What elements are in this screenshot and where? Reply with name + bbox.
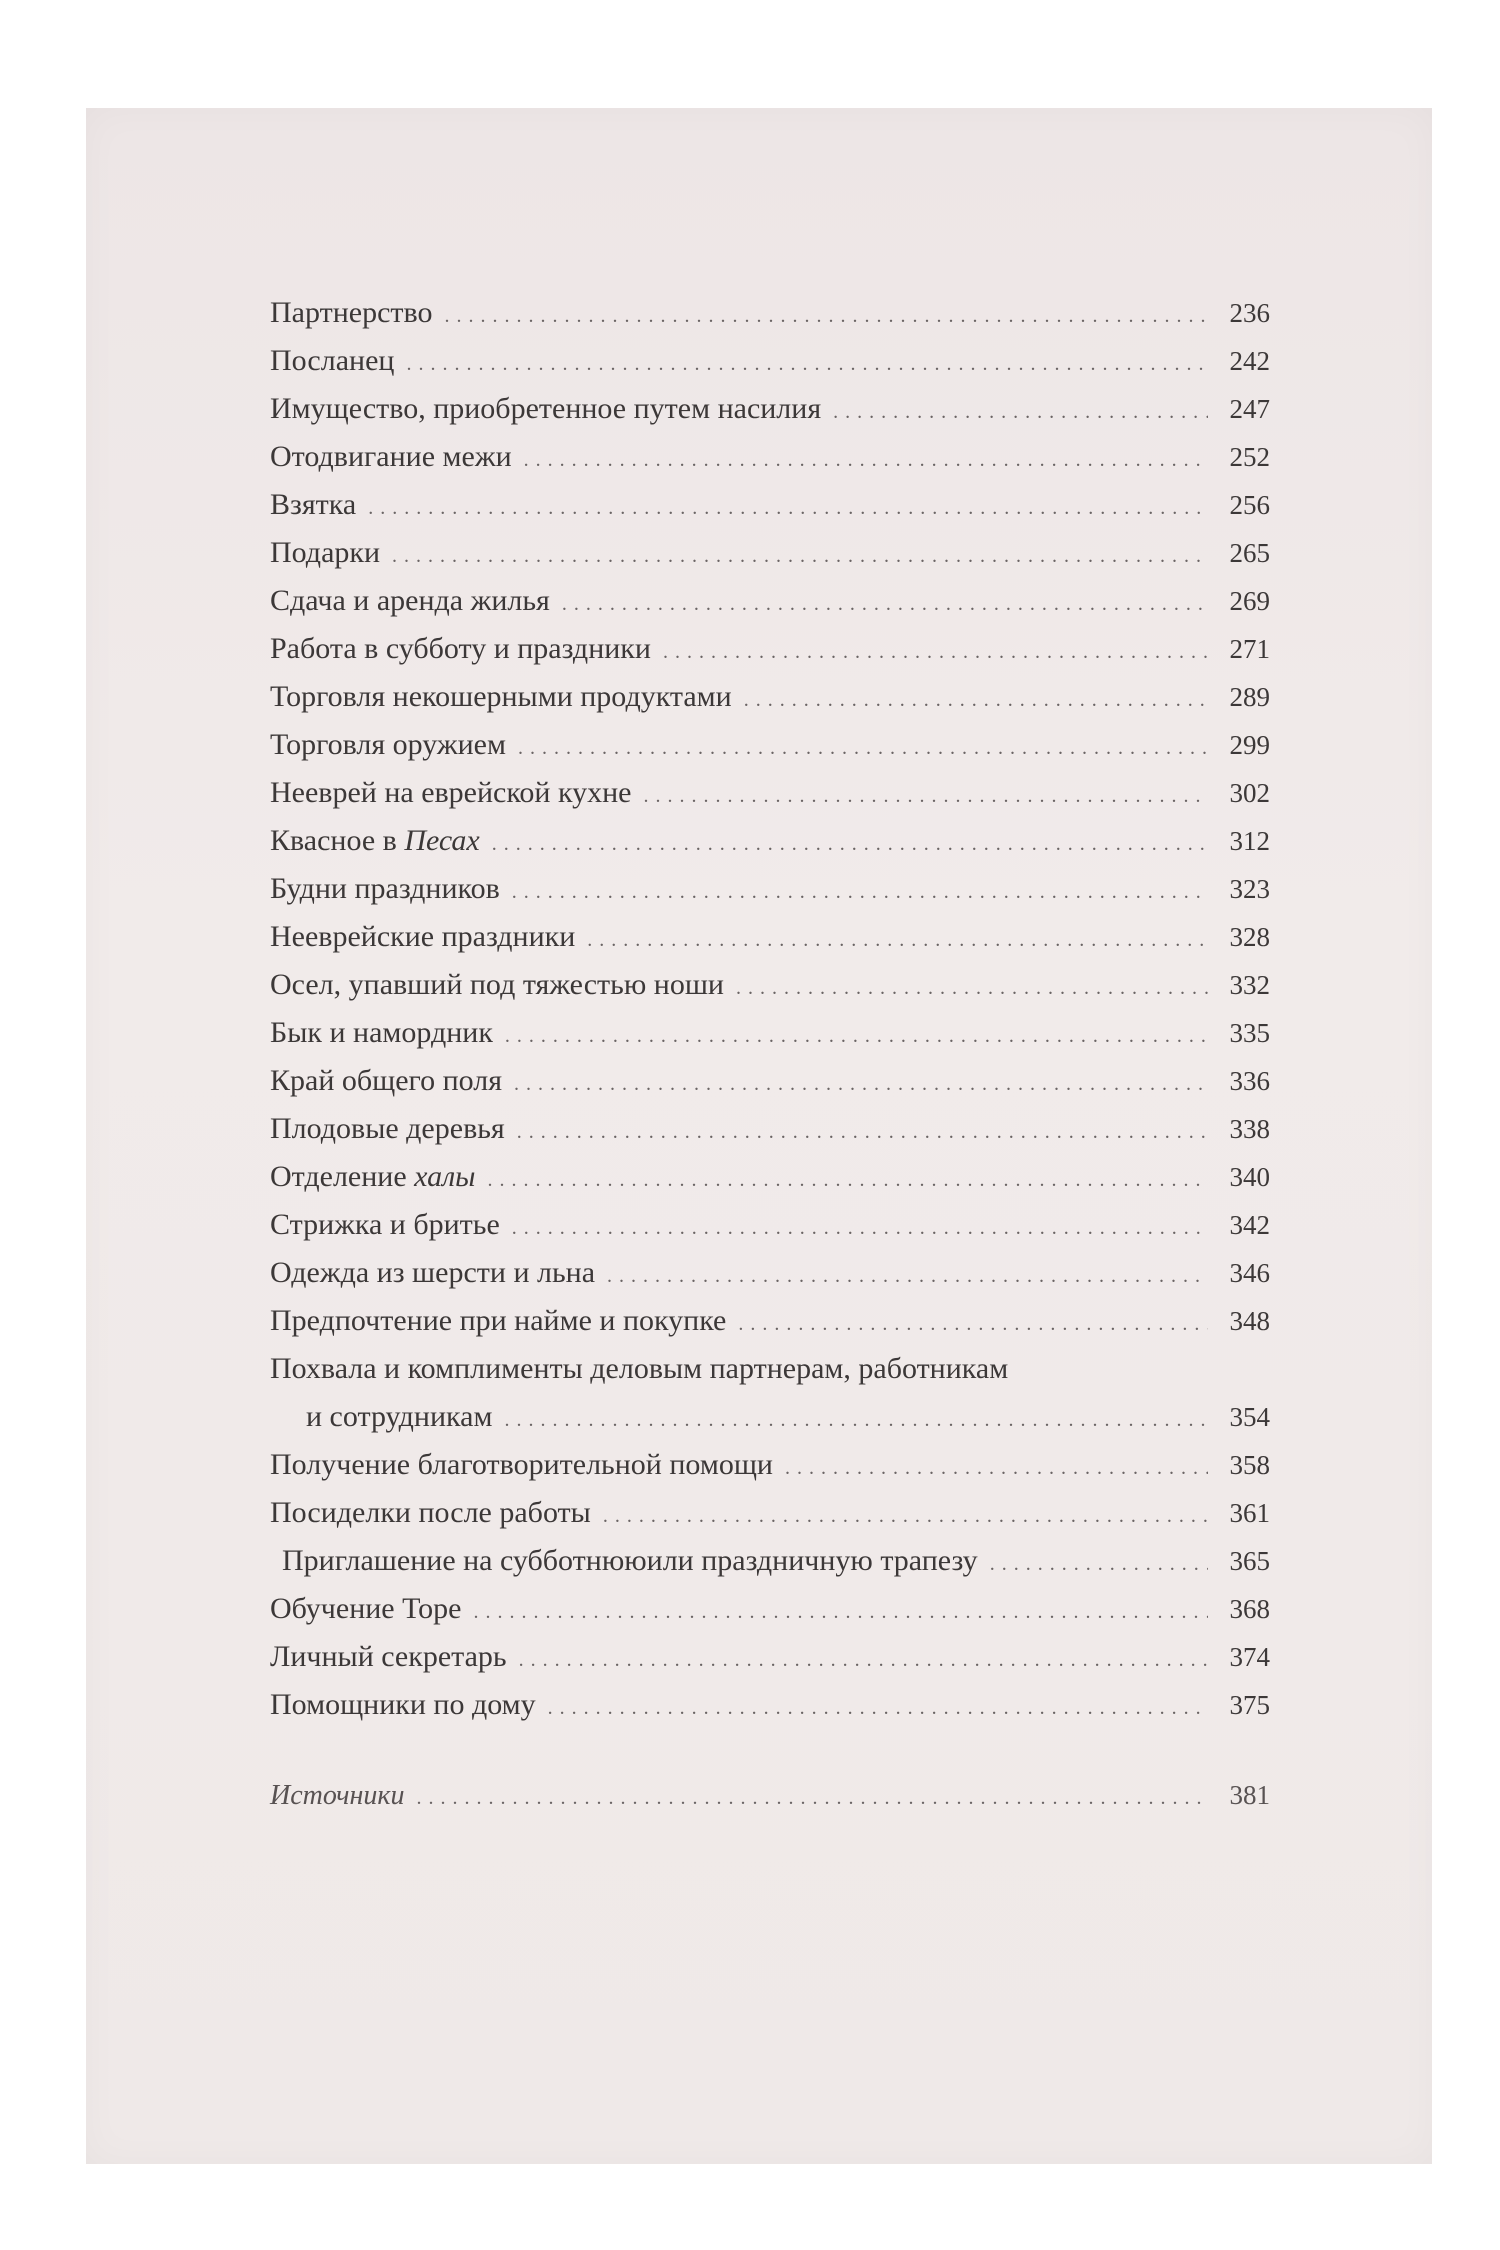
dot-leader [417, 1787, 1209, 1810]
toc-entry-page: 269 [1229, 586, 1270, 616]
toc-entry [270, 824, 1270, 858]
toc-entry [270, 1640, 1270, 1674]
toc-entry [270, 1208, 1270, 1242]
dot-leader [663, 641, 1208, 664]
dot-leader [524, 449, 1208, 472]
toc-entry-page: 236 [1229, 298, 1270, 328]
dot-leader [504, 1409, 1208, 1432]
dot-leader [444, 305, 1208, 328]
toc-entry [270, 1016, 1270, 1050]
toc-entry-title: и сотрудникам [306, 1400, 493, 1433]
toc-entry-title: Посланец [270, 344, 395, 377]
toc-entry-title-text: Квасное в [270, 824, 397, 857]
toc-entry-page: 265 [1229, 538, 1270, 568]
toc-entry-page: 338 [1229, 1114, 1270, 1144]
dot-leader [517, 1121, 1208, 1144]
toc-entry-title: Нееврей на еврейской кухне [270, 776, 632, 809]
toc-entry [270, 1592, 1270, 1626]
toc-entry-page: 312 [1229, 826, 1270, 856]
toc-entry-title: Будни праздников [270, 872, 500, 905]
toc-entry-title: Нееврейские праздники [270, 920, 576, 953]
toc-entry [270, 728, 1270, 762]
toc-entry [270, 440, 1270, 474]
toc-entry-title: Посиделки после работы [270, 1496, 591, 1529]
toc-entry-title: Бык и намордник [270, 1016, 493, 1049]
toc-entry [270, 776, 1270, 810]
toc-entry-page: 252 [1229, 442, 1270, 472]
toc-entry-page: 332 [1229, 970, 1270, 1000]
toc-entry-page: 289 [1229, 682, 1270, 712]
toc-entry-title: Работа в субботу и праздники [270, 632, 651, 665]
toc-entry-page: 336 [1229, 1066, 1270, 1096]
toc-entry-page: 328 [1229, 922, 1270, 952]
toc-entry-page: 368 [1229, 1594, 1270, 1624]
toc-entry-page: 358 [1229, 1450, 1270, 1480]
toc-entry-title: Торговля оружием [270, 728, 506, 761]
toc-entry-title: Личный секретарь [270, 1640, 507, 1673]
toc-entry-title: Имущество, приобретенное путем насилия [270, 392, 822, 425]
toc-entry [282, 1544, 1270, 1578]
toc-entry [270, 872, 1270, 906]
toc-entry-page: 381 [1229, 1780, 1270, 1810]
book-page [86, 108, 1432, 2164]
toc-entry-title: Стрижка и бритье [270, 1208, 500, 1241]
toc-entry-page: 302 [1229, 778, 1270, 808]
toc-entry-page: 365 [1229, 1546, 1270, 1576]
toc-entry-page: 299 [1229, 730, 1270, 760]
toc-entry-title-line1: Похвала и комплименты деловым партнерам, работникам [270, 1352, 1009, 1385]
table-of-contents [86, 108, 1432, 2164]
toc-entry-page: 340 [1229, 1162, 1270, 1192]
toc-entry-title [270, 1160, 476, 1194]
toc-entry [270, 1064, 1270, 1098]
toc-entry-page: 271 [1229, 634, 1270, 664]
dot-leader [514, 1073, 1208, 1096]
dot-leader [512, 1217, 1208, 1240]
toc-entry-page: 242 [1229, 346, 1270, 376]
dot-leader [785, 1457, 1208, 1480]
toc-entry-title: Отодвигание межи [270, 440, 512, 473]
toc-entry-title: Торговля некошерными продуктами [270, 680, 732, 713]
dot-leader [474, 1601, 1209, 1624]
dot-leader [488, 1169, 1209, 1192]
toc-entry-title: Одежда из шерсти и льна [270, 1256, 596, 1289]
toc-entry [270, 632, 1270, 666]
dot-leader [406, 353, 1208, 376]
toc-entry-title: Сдача и аренда жилья [270, 584, 550, 617]
toc-entry-title: Источники [270, 1780, 405, 1811]
toc-entry [270, 680, 1270, 714]
toc-entry-page: 361 [1229, 1498, 1270, 1528]
toc-entry [270, 1496, 1270, 1530]
dot-leader [548, 1697, 1208, 1720]
dot-leader [368, 497, 1208, 520]
toc-entry [270, 1448, 1270, 1482]
toc-entry-page: 354 [1229, 1402, 1270, 1432]
toc-entry-page: 323 [1229, 874, 1270, 904]
toc-entry-page: 374 [1229, 1642, 1270, 1672]
toc-entry-page: 348 [1229, 1306, 1270, 1336]
toc-entry-title: Осел, упавший под тяжестью ноши [270, 968, 724, 1001]
toc-entry [270, 920, 1270, 954]
toc-entry-title: Приглашение на субботнююили праздничную трапезу [282, 1544, 978, 1577]
toc-entry-page: 346 [1229, 1258, 1270, 1288]
toc-entry-title-italic: халы [414, 1160, 476, 1193]
toc-entry-title: Получение благотворительной помощи [270, 1448, 773, 1481]
toc-entry [270, 1112, 1270, 1146]
dot-leader [990, 1553, 1208, 1576]
toc-entry-title: Взятка [270, 488, 357, 521]
toc-entry-title: Предпочтение при найме и покупке [270, 1304, 727, 1337]
toc-entry [270, 536, 1270, 570]
toc-entry-page: 256 [1229, 490, 1270, 520]
toc-entry-title-text: Отделение [270, 1160, 407, 1193]
dot-leader [587, 929, 1208, 952]
toc-entry [270, 344, 1270, 378]
dot-leader [607, 1265, 1208, 1288]
toc-entry-title-italic: Песах [404, 824, 480, 857]
toc-entry-title: Плодовые деревья [270, 1112, 505, 1145]
toc-entry-page: 247 [1229, 394, 1270, 424]
toc-entry-page: 375 [1229, 1690, 1270, 1720]
dot-leader [644, 785, 1209, 808]
toc-entry [270, 1160, 1270, 1194]
toc-entry [270, 1256, 1270, 1290]
dot-leader [519, 1649, 1208, 1672]
toc-entry [270, 296, 1270, 330]
toc-entry-sources [270, 1780, 1270, 1812]
toc-entry-title: Обучение Торе [270, 1592, 462, 1625]
toc-entry [270, 488, 1270, 522]
toc-entry [270, 1688, 1270, 1722]
dot-leader [603, 1505, 1208, 1528]
toc-entry [270, 392, 1270, 426]
dot-leader [512, 881, 1208, 904]
toc-entry-title: Подарки [270, 536, 381, 569]
toc-entry-title: Помощники по дому [270, 1688, 536, 1721]
toc-entry [306, 1400, 1270, 1434]
dot-leader [736, 977, 1208, 1000]
toc-entry-title: Край общего поля [270, 1064, 503, 1097]
dot-leader [518, 737, 1208, 760]
dot-leader [505, 1025, 1208, 1048]
toc-entry [270, 584, 1270, 618]
toc-entry-title: Партнерство [270, 296, 433, 329]
dot-leader [738, 1313, 1208, 1336]
toc-entry-title [270, 824, 480, 858]
toc-entry [270, 968, 1270, 1002]
toc-entry [270, 1304, 1270, 1338]
toc-entry-page: 342 [1229, 1210, 1270, 1240]
dot-leader [833, 401, 1208, 424]
dot-leader [562, 593, 1208, 616]
toc-entry-page: 335 [1229, 1018, 1270, 1048]
dot-leader [392, 545, 1208, 568]
dot-leader [492, 833, 1208, 856]
dot-leader [744, 689, 1208, 712]
